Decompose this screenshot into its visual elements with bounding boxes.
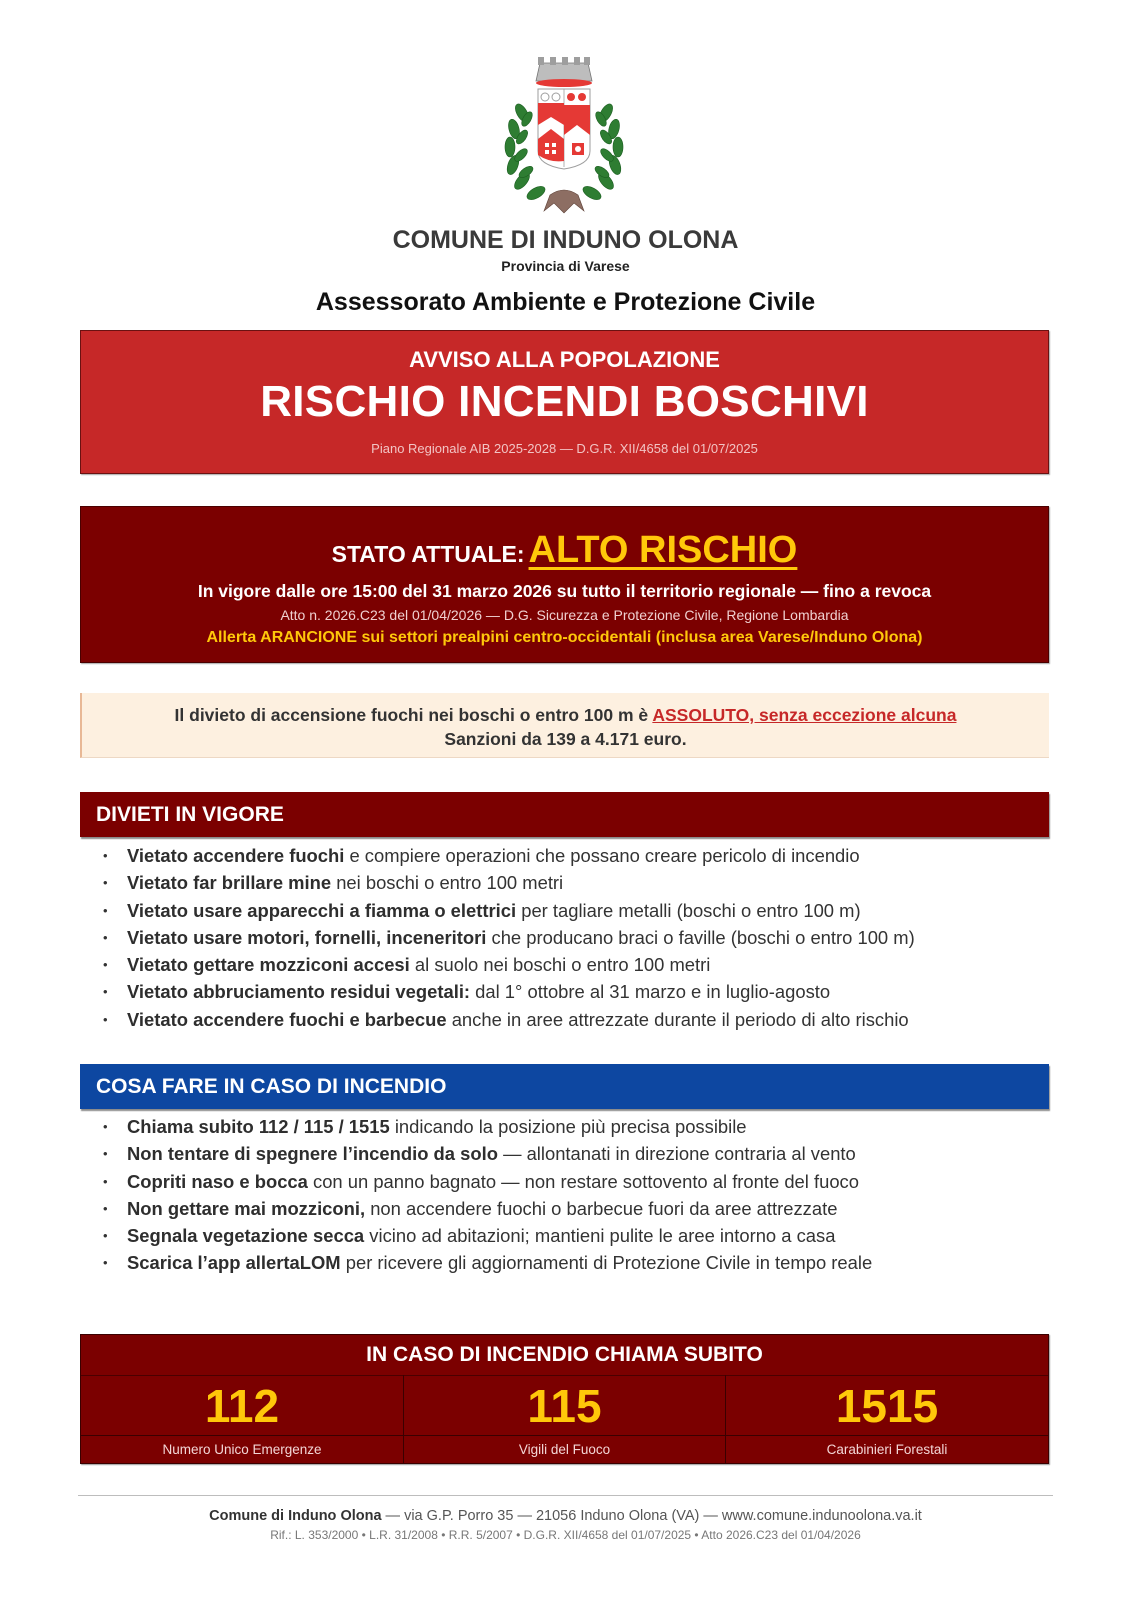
bullet-icon: • bbox=[103, 1228, 108, 1244]
alert-banner bbox=[80, 330, 1049, 474]
footer-divider bbox=[78, 1495, 1053, 1496]
list-item bbox=[80, 842, 1070, 869]
list-item bbox=[80, 1168, 1070, 1195]
bullet-icon: • bbox=[103, 1146, 108, 1162]
emergency-number-label: Numero Unico Emergenze bbox=[162, 1442, 322, 1457]
list-item-bold: Vietato accendere fuochi bbox=[127, 845, 345, 866]
bullet-icon: • bbox=[103, 1173, 108, 1189]
list-item bbox=[80, 1195, 1070, 1222]
status-act-reference: Atto n. 2026.C23 del 01/04/2026 — D.G. Sicurezza e Protezione Civile, Regione Lombardia bbox=[280, 607, 849, 623]
list-item-text: non accendere fuochi o barbecue fuori da aree attrezzate bbox=[365, 1197, 838, 1219]
status-heading bbox=[81, 529, 1048, 572]
ban-notice-emphasis: ASSOLUTO, senza eccezione alcuna bbox=[652, 705, 957, 725]
emergency-number: 1515 bbox=[726, 1375, 1048, 1436]
list-item-text: indicando la posizione più precisa possibile bbox=[389, 1116, 747, 1137]
list-item-text: per ricevere gli aggiornamenti di Protezione Civile in tempo reale bbox=[340, 1252, 873, 1274]
list-item-text: per tagliare metalli (boschi o entro 100 m) bbox=[516, 899, 861, 921]
bullet-icon: • bbox=[103, 875, 108, 891]
emergency-number-label: Carabinieri Forestali bbox=[826, 1442, 948, 1457]
status-validity: In vigore dalle ore 15:00 del 31 marzo 2026 su tutto il territorio regionale — fino a revoca bbox=[197, 581, 932, 601]
bullet-icon: • bbox=[103, 848, 108, 863]
cosa-fare-list bbox=[80, 1113, 1070, 1277]
list-item-bold: Vietato accendere fuochi e barbecue bbox=[127, 1008, 447, 1030]
list-item-bold: Vietato usare motori, fornelli, inceneritori bbox=[127, 926, 487, 948]
emergency-number-label: Vigili del Fuoco bbox=[518, 1442, 611, 1457]
list-item bbox=[80, 1006, 1070, 1033]
list-item-bold: Scarica l’app allertaLOM bbox=[127, 1252, 341, 1274]
list-item bbox=[80, 978, 1070, 1005]
bullet-icon: • bbox=[103, 902, 108, 918]
bullet-icon: • bbox=[103, 1119, 108, 1134]
ban-notice-line bbox=[82, 705, 1049, 726]
footer-address: — via G.P. Porro 35 — 21056 Induno Olona (VA) — www.comune.indunoolona.va.it bbox=[381, 1508, 922, 1524]
emergency-title: IN CASO DI INCENDIO CHIAMA SUBITO bbox=[81, 1335, 1048, 1376]
list-item-text: vicino ad abitazioni; mantieni pulite le aree intorno a casa bbox=[364, 1225, 836, 1247]
bullet-icon: • bbox=[103, 1011, 108, 1027]
list-item bbox=[80, 1113, 1070, 1140]
emergency-number: 115 bbox=[404, 1375, 725, 1436]
emergency-numbers-panel bbox=[80, 1334, 1049, 1464]
emergency-number: 112 bbox=[81, 1375, 403, 1436]
list-item bbox=[80, 1249, 1070, 1276]
list-item bbox=[80, 924, 1070, 951]
list-item bbox=[80, 869, 1070, 896]
emergency-number-cell bbox=[81, 1375, 403, 1463]
list-item bbox=[80, 1140, 1070, 1167]
banner-kicker: AVVISO ALLA POPOLAZIONE bbox=[409, 347, 720, 372]
section-header-divieti: DIVIETI IN VIGORE bbox=[80, 792, 1049, 837]
list-item-text: e compiere operazioni che possano creare pericolo di incendio bbox=[344, 845, 860, 866]
status-label: STATO ATTUALE: bbox=[331, 541, 525, 567]
emergency-number-cell bbox=[725, 1375, 1048, 1463]
list-item-text: con un panno bagnato — non restare sottovento al fronte del fuoco bbox=[307, 1170, 859, 1192]
list-item-bold: Non gettare mai mozziconi, bbox=[127, 1197, 366, 1219]
list-item-text: che producano braci o faville (boschi o entro 100 m) bbox=[486, 926, 915, 948]
list-item-bold: Vietato usare apparecchi a fiamma o elettrici bbox=[127, 899, 517, 921]
list-item-bold: Vietato abbruciamento residui vegetali: bbox=[127, 981, 471, 1003]
municipality-name: COMUNE DI INDUNO OLONA bbox=[392, 226, 739, 254]
list-item-text: nei boschi o entro 100 metri bbox=[331, 872, 564, 894]
banner-reference: Piano Regionale AIB 2025-2028 — D.G.R. XII/4658 del 01/07/2025 bbox=[371, 441, 758, 456]
province-name: Provincia di Varese bbox=[501, 258, 630, 274]
status-alert-level: Allerta ARANCIONE sui settori prealpini centro-occidentali (inclusa area Varese/Induno Olona) bbox=[206, 629, 923, 646]
list-item-bold: Copriti naso e bocca bbox=[127, 1170, 308, 1192]
footer-references: Rif.: L. 353/2000 • L.R. 31/2008 • R.R. 5/2007 • D.G.R. XII/4658 del 01/07/2025 • Atto 2026.C23 del 01/04/2026 bbox=[270, 1528, 861, 1542]
list-item bbox=[80, 951, 1070, 978]
coat-of-arms-logo bbox=[500, 55, 628, 215]
ban-notice bbox=[80, 693, 1049, 758]
department-name: Assessorato Ambiente e Protezione Civile bbox=[315, 288, 816, 316]
sanctions-text: Sanzioni da 139 a 4.171 euro. bbox=[444, 729, 687, 749]
bullet-icon: • bbox=[103, 1200, 108, 1216]
bullet-icon: • bbox=[103, 984, 108, 1000]
section-header-cosa-fare: COSA FARE IN CASO DI INCENDIO bbox=[80, 1064, 1049, 1109]
bullet-icon: • bbox=[103, 1255, 108, 1271]
status-value: ALTO RISCHIO bbox=[528, 529, 798, 571]
footer-contact bbox=[0, 1508, 1131, 1524]
bullet-icon: • bbox=[103, 957, 108, 973]
emergency-number-cell bbox=[403, 1375, 725, 1463]
list-item-bold: Vietato gettare mozziconi accesi bbox=[127, 954, 410, 976]
list-item-text: dal 1° ottobre al 31 marzo e in luglio-agosto bbox=[470, 981, 831, 1003]
list-item-bold: Non tentare di spegnere l’incendio da solo bbox=[127, 1143, 498, 1165]
banner-title: RISCHIO INCENDI BOSCHIVI bbox=[260, 377, 869, 426]
list-item-text: anche in aree attrezzate durante il periodo di alto rischio bbox=[446, 1008, 909, 1030]
list-item-text: al suolo nei boschi o entro 100 metri bbox=[409, 954, 711, 976]
list-item-bold: Segnala vegetazione secca bbox=[127, 1225, 365, 1247]
status-panel bbox=[80, 506, 1049, 663]
footer-org: Comune di Induno Olona bbox=[209, 1508, 382, 1524]
list-item-bold: Vietato far brillare mine bbox=[127, 872, 332, 894]
bullet-icon: • bbox=[103, 929, 108, 945]
ban-notice-text: Il divieto di accensione fuochi nei boschi o entro 100 m è bbox=[174, 705, 653, 725]
list-item bbox=[80, 1222, 1070, 1249]
list-item-text: — allontanati in direzione contraria al vento bbox=[497, 1143, 856, 1165]
list-item-bold: Chiama subito 112 / 115 / 1515 bbox=[127, 1116, 390, 1137]
list-item bbox=[80, 897, 1070, 924]
divieti-list bbox=[80, 842, 1070, 1033]
